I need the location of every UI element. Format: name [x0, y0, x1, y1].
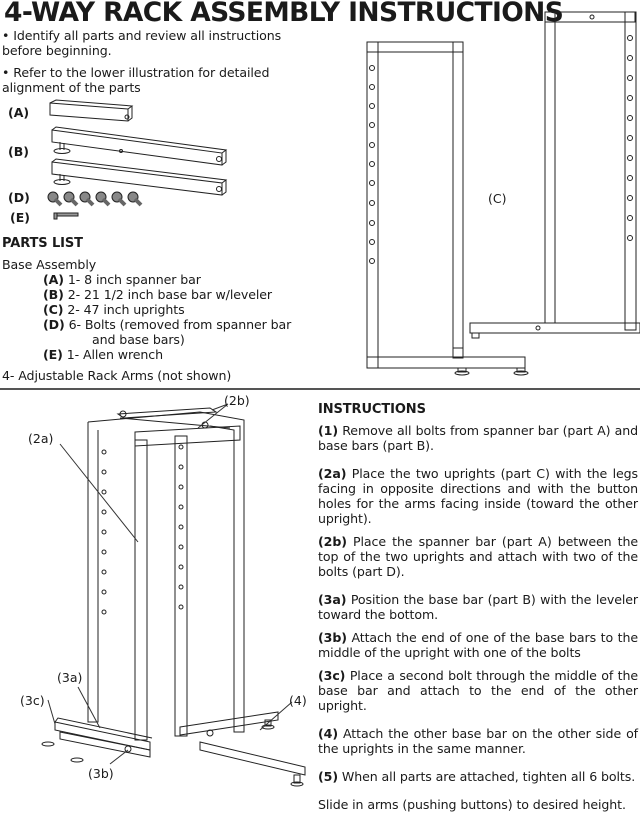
button-holes [628, 36, 633, 241]
step-label-3c: (3c) [20, 693, 45, 708]
parts-illustration [0, 95, 240, 235]
part-label-a: (A) [8, 105, 30, 120]
part-label-c: (C) [488, 191, 507, 206]
parts-item-continued: and base bars) [92, 332, 185, 347]
instruction-step: (3a) Position the base bar (part B) with the leveler toward the bottom. [318, 592, 638, 622]
parts-item: (B) 2- 21 1/2 inch base bar w/leveler [43, 287, 273, 302]
rack-arms-note: 4- Adjustable Rack Arms (not shown) [2, 368, 232, 383]
rear-upright [88, 412, 244, 732]
intro [2, 28, 312, 95]
parts-list [2, 236, 292, 383]
step-label-4: (4) [289, 693, 307, 708]
front-upright [102, 426, 240, 740]
instruction-step: (5) When all parts are attached, tighten all 6 bolts. [318, 769, 636, 784]
assembly-illustration [0, 392, 315, 804]
intro-bullet: • Identify all parts and review all instructions before beginning. [2, 28, 282, 58]
page-title: 4-WAY RACK ASSEMBLY INSTRUCTIONS [4, 0, 564, 28]
parts-group-title: Base Assembly [2, 257, 97, 272]
instruction-step: (4) Attach the other base bar on the other side of the uprights in the same manner. [318, 726, 639, 756]
parts-list-heading: PARTS LIST [2, 236, 83, 251]
instruction-step: (2b) Place the spanner bar (part A) between the top of the two uprights and attach with two of the bolts (part D). [318, 534, 639, 579]
step-label-2b: (2b) [224, 393, 250, 408]
base-bar-drawing [52, 127, 226, 195]
parts-item: (D) 6- Bolts (removed from spanner bar [43, 317, 292, 332]
step-label-2a: (2a) [28, 431, 54, 446]
instructions [318, 402, 638, 825]
instruction-step: (2a) Place the two uprights (part C) with the legs facing in opposite directions and with the button holes for the arms facing inside (toward the other upright). [318, 466, 638, 526]
instructions-heading: INSTRUCTIONS [318, 402, 426, 417]
intro-bullet: • Refer to the lower illustration for detailed alignment of the parts [2, 65, 270, 95]
parts-item: (E) 1- Allen wrench [43, 347, 163, 362]
part-label-b: (B) [8, 144, 29, 159]
allen-wrench-drawing [54, 213, 78, 219]
part-label-d: (D) [8, 190, 30, 205]
instruction-step: (1) Remove all bolts from spanner bar (part A) and base bars (part B). [318, 423, 639, 453]
button-holes [370, 66, 375, 264]
section-divider [0, 388, 640, 390]
upright-left-drawing [367, 42, 528, 375]
step-label-3b: (3b) [88, 766, 114, 781]
parts-item: (C) 2- 47 inch uprights [43, 302, 185, 317]
instruction-step: (3c) Place a second bolt through the middle of the base bar and attach to the end of the other upright. [318, 668, 638, 713]
callout-lines [48, 404, 292, 764]
spanner-bar-drawing [50, 100, 132, 121]
upright-right-drawing [470, 12, 640, 338]
part-label-e: (E) [10, 210, 30, 225]
button-holes [102, 445, 183, 614]
final-note: Slide in arms (pushing buttons) to desired height. [318, 797, 626, 812]
parts-item: (A) 1- 8 inch spanner bar [43, 272, 201, 287]
base-bars [42, 712, 305, 786]
step-label-3a: (3a) [57, 670, 83, 685]
bolts-drawing [48, 192, 141, 205]
instruction-step: (3b) Attach the end of one of the base bars to the middle of the upright with one of the bolts [318, 630, 638, 660]
